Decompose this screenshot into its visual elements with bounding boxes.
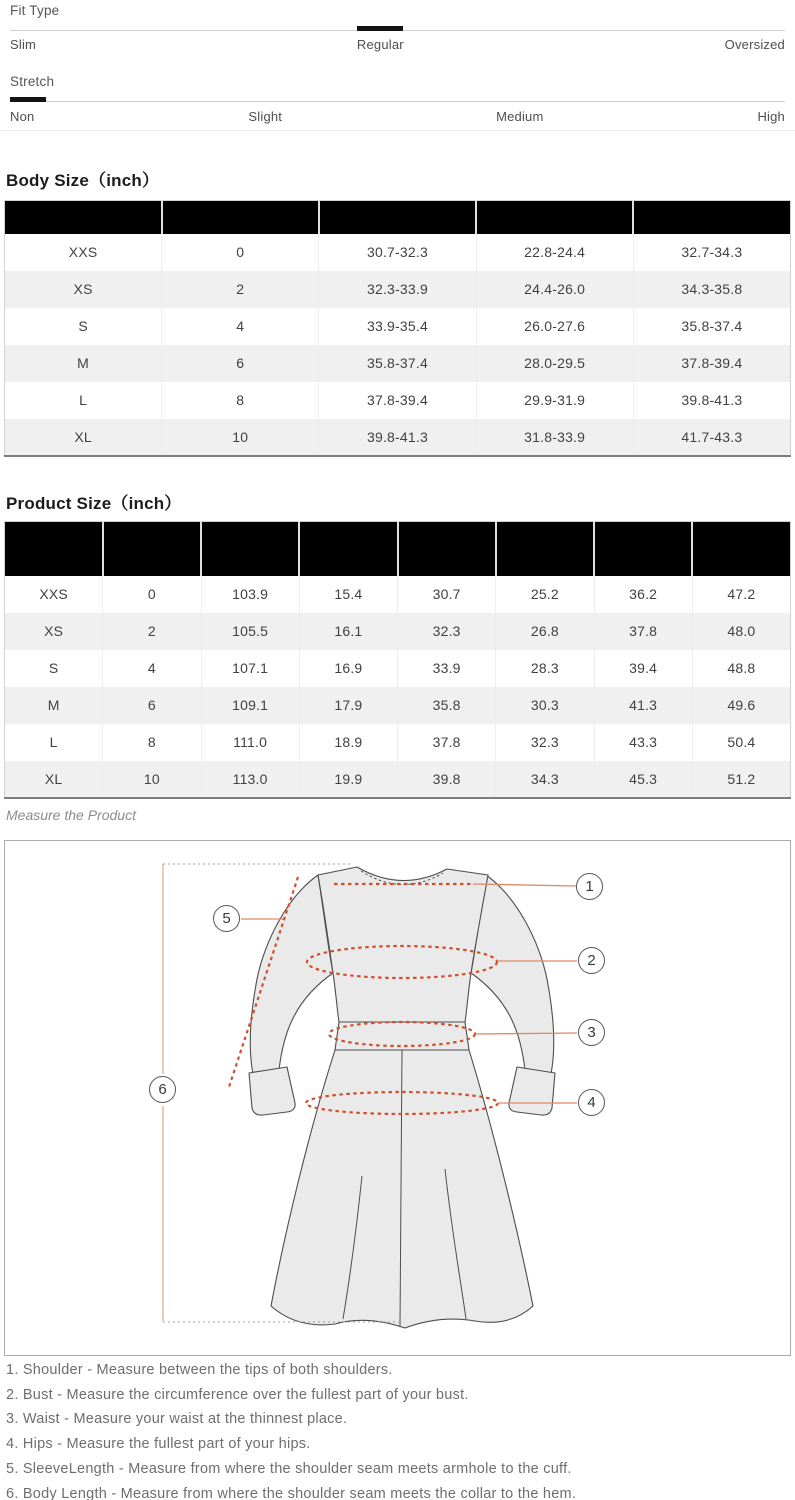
- header-row: [5, 201, 791, 234]
- table-cell: 32.3-33.9: [319, 271, 476, 308]
- fit-option-slim: Slim: [10, 37, 37, 52]
- table-cell: 33.9-35.4: [319, 308, 476, 345]
- table-cell: 25.2: [496, 576, 594, 613]
- table-cell: M: [5, 345, 162, 382]
- table-cell: 111.0: [201, 724, 299, 761]
- legend-item-bodylength: 6. Body Length - Measure from where the shoulder seam meets the collar to the hem.: [6, 1485, 577, 1500]
- table-row: [5, 382, 791, 419]
- body-size-table: [4, 200, 791, 457]
- header-cell: [5, 522, 103, 576]
- fit-type-options: [10, 37, 785, 52]
- table-cell: 107.1: [201, 650, 299, 687]
- table-cell: 17.9: [299, 687, 397, 724]
- table-row: [5, 613, 791, 650]
- table-cell: S: [5, 650, 103, 687]
- table-cell: XXS: [5, 576, 103, 613]
- product-size-table: [4, 521, 791, 799]
- table-cell: 26.8: [496, 613, 594, 650]
- table-cell: 10: [162, 419, 319, 456]
- table-cell: L: [5, 382, 162, 419]
- table-cell: 113.0: [201, 761, 299, 798]
- stretch-options: [10, 109, 785, 124]
- table-cell: 32.3: [398, 613, 496, 650]
- table-cell: 33.9: [398, 650, 496, 687]
- table-cell: 28.3: [496, 650, 594, 687]
- table-row: [5, 576, 791, 613]
- table-cell: 18.9: [299, 724, 397, 761]
- stretch-track: [10, 101, 785, 102]
- callout-6-badge: 6: [149, 1076, 176, 1103]
- table-cell: 24.4-26.0: [476, 271, 633, 308]
- table-cell: 35.8-37.4: [681, 318, 743, 334]
- header-cell: [476, 201, 633, 234]
- body-size-rows: [5, 234, 791, 456]
- table-cell: 34.3: [496, 761, 594, 798]
- table-cell: 22.8-24.4: [476, 234, 633, 271]
- left-cuff: [249, 1067, 295, 1115]
- table-row: [5, 724, 791, 761]
- table-cell: 47.2: [727, 586, 756, 602]
- product-size-rows: [5, 576, 791, 798]
- header-cell: [299, 522, 397, 576]
- header-cell: [398, 522, 496, 576]
- table-cell: 35.8-37.4: [319, 345, 476, 382]
- table-cell: 39.4: [594, 650, 692, 687]
- callout-3-badge: 3: [578, 1019, 605, 1046]
- table-cell: 16.1: [299, 613, 397, 650]
- stretch-marker: [10, 97, 46, 102]
- header-cell: [496, 522, 594, 576]
- table-cell: 48.8: [727, 660, 756, 676]
- table-cell: XXS: [5, 234, 162, 271]
- table-row: [5, 419, 791, 456]
- table-cell: XS: [5, 271, 162, 308]
- header-row: [5, 522, 791, 576]
- stretch-option-medium: Medium: [496, 109, 544, 124]
- table-cell: 39.8: [398, 761, 496, 798]
- header-cell: [594, 522, 692, 576]
- table-cell: 37.8-39.4: [681, 355, 743, 371]
- waistband: [335, 1022, 469, 1050]
- legend-item-hips: 4. Hips - Measure the fullest part of your hips.: [6, 1436, 311, 1453]
- stretch-label: Stretch: [10, 74, 55, 89]
- product-size-title: Product Size（inch）: [6, 494, 182, 513]
- body-size-title: Body Size（inch）: [6, 171, 160, 190]
- table-cell: 109.1: [201, 687, 299, 724]
- callout-1-badge: 1: [576, 873, 603, 900]
- table-cell: 29.9-31.9: [476, 382, 633, 419]
- table-cell: XL: [5, 419, 162, 456]
- table-cell: 39.8-41.3: [681, 392, 743, 408]
- measure-legend: [6, 1358, 576, 1500]
- left-sleeve: [250, 875, 333, 1074]
- header-cell: [103, 522, 201, 576]
- header-cell: [319, 201, 476, 234]
- fit-type-label: Fit Type: [10, 3, 60, 18]
- table-cell: 41.3: [594, 687, 692, 724]
- table-row: [5, 271, 791, 308]
- right-cuff: [509, 1067, 555, 1115]
- table-cell: 37.8: [398, 724, 496, 761]
- header-cell: [633, 201, 790, 234]
- table-cell: 2: [103, 613, 201, 650]
- legend-item-sleevelength: 5. SleeveLength - Measure from where the shoulder seam meets armhole to the cuff.: [6, 1460, 572, 1477]
- table-cell: 103.9: [201, 576, 299, 613]
- section-divider: [0, 130, 795, 131]
- legend-item-waist: 3. Waist - Measure your waist at the thinnest place.: [6, 1411, 348, 1428]
- table-row: [5, 345, 791, 382]
- table-cell: 34.3-35.8: [681, 281, 743, 297]
- table-cell: 30.3: [496, 687, 594, 724]
- table-cell: 28.0-29.5: [476, 345, 633, 382]
- table-cell: 105.5: [201, 613, 299, 650]
- fit-type-marker: [357, 26, 403, 31]
- table-cell: 50.4: [727, 734, 756, 750]
- table-cell: 48.0: [727, 623, 756, 639]
- table-cell: 31.8-33.9: [476, 419, 633, 456]
- table-row: [5, 761, 791, 798]
- table-cell: XL: [5, 761, 103, 798]
- callout-4-badge: 4: [578, 1089, 605, 1116]
- table-cell: 0: [162, 234, 319, 271]
- table-cell: 35.8: [398, 687, 496, 724]
- table-cell: XS: [5, 613, 103, 650]
- table-cell: 4: [162, 308, 319, 345]
- table-cell: 19.9: [299, 761, 397, 798]
- table-cell: M: [5, 687, 103, 724]
- fit-option-oversized: Oversized: [724, 37, 785, 52]
- bodice: [318, 867, 488, 1022]
- table-cell: 30.7-32.3: [319, 234, 476, 271]
- table-cell: 37.8: [594, 613, 692, 650]
- table-cell: S: [5, 308, 162, 345]
- legend-item-bust: 2. Bust - Measure the circumference over the fullest part of your bust.: [6, 1386, 469, 1403]
- table-cell: 30.7: [398, 576, 496, 613]
- table-cell: 4: [103, 650, 201, 687]
- stretch-option-slight: Slight: [248, 109, 283, 124]
- measure-diagram-box: [4, 840, 791, 1356]
- table-cell: 16.9: [299, 650, 397, 687]
- dress-diagram: [5, 841, 790, 1355]
- table-cell: 37.8-39.4: [319, 382, 476, 419]
- callout-5-badge: 5: [213, 905, 240, 932]
- right-sleeve: [471, 875, 554, 1074]
- legend-item-shoulder: 1. Shoulder - Measure between the tips of both shoulders.: [6, 1362, 393, 1378]
- table-cell: 39.8-41.3: [319, 419, 476, 456]
- table-cell: 0: [103, 576, 201, 613]
- table-cell: 41.7-43.3: [681, 428, 743, 445]
- callout-2-badge: 2: [578, 947, 605, 974]
- table-cell: 32.7-34.3: [681, 244, 743, 260]
- header-cell: [5, 201, 162, 234]
- measure-caption: Measure the Product: [6, 807, 136, 823]
- table-cell: 8: [103, 724, 201, 761]
- stretch-option-non: Non: [10, 109, 35, 124]
- table-row: [5, 234, 791, 271]
- stretch-option-high: High: [757, 109, 785, 124]
- table-cell: L: [5, 724, 103, 761]
- body-size-header: [5, 201, 791, 234]
- table-cell: 10: [103, 761, 201, 798]
- table-row: [5, 308, 791, 345]
- table-cell: 6: [103, 687, 201, 724]
- product-size-header: [5, 522, 791, 576]
- table-cell: 15.4: [299, 576, 397, 613]
- table-cell: 51.2: [727, 770, 756, 787]
- table-cell: 2: [162, 271, 319, 308]
- header-cell: [201, 522, 299, 576]
- table-cell: 26.0-27.6: [476, 308, 633, 345]
- table-row: [5, 650, 791, 687]
- header-cell: [162, 201, 319, 234]
- table-row: [5, 687, 791, 724]
- table-cell: 43.3: [594, 724, 692, 761]
- table-cell: 32.3: [496, 724, 594, 761]
- table-cell: 6: [162, 345, 319, 382]
- table-cell: 36.2: [594, 576, 692, 613]
- fit-option-regular: Regular: [356, 37, 404, 52]
- table-cell: 45.3: [594, 761, 692, 798]
- table-cell: 8: [162, 382, 319, 419]
- table-cell: 49.6: [727, 697, 756, 713]
- header-cell: [692, 522, 790, 576]
